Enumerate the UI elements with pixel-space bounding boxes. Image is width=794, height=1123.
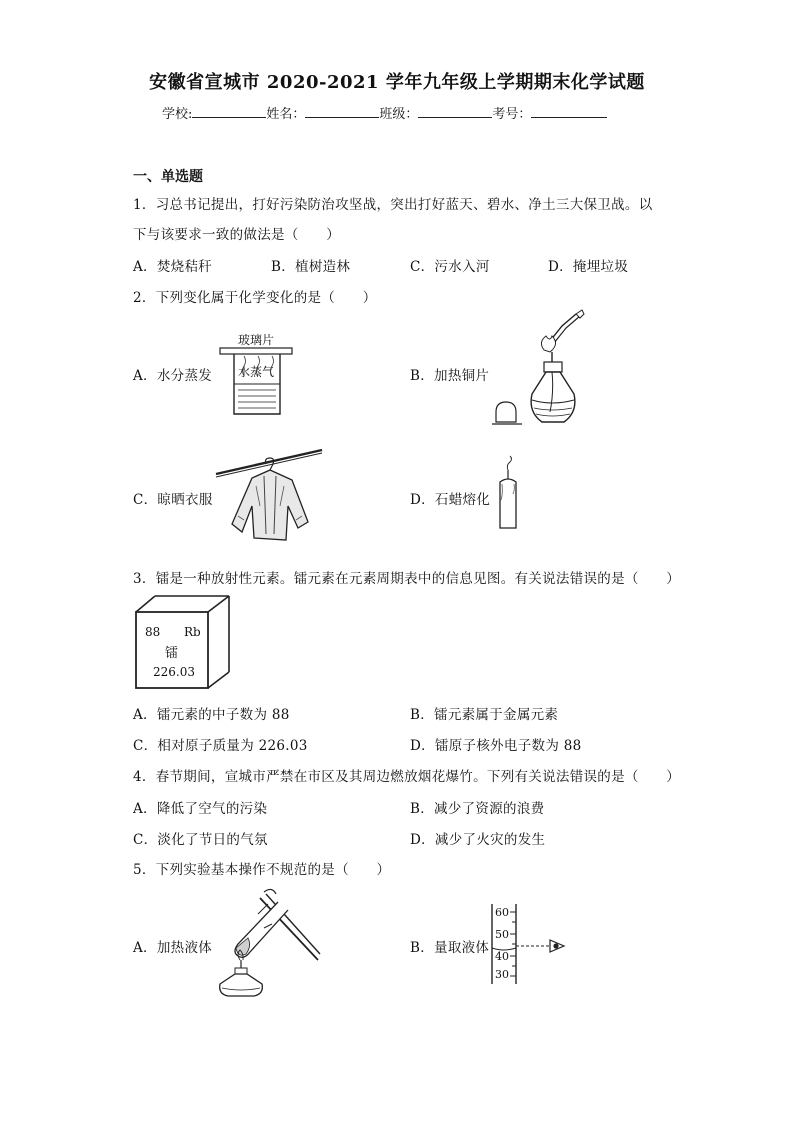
glass-plate-label: 玻璃片	[238, 333, 275, 347]
section-title: 一、单选题	[133, 169, 203, 185]
graduated-cylinder-figure	[488, 900, 574, 988]
q2-option-b[interactable]: B．加热铜片	[410, 368, 490, 384]
q3-option-b[interactable]: B．镭元素属于金属元素	[410, 707, 559, 723]
q3-option-a[interactable]: A．镭元素的中子数为 88	[133, 707, 290, 723]
q2-option-a[interactable]: A．水分蒸发	[133, 368, 213, 384]
q3-option-c[interactable]: C．相对原子质量为 226.03	[133, 738, 308, 754]
atomic-mass: 226.03	[153, 665, 195, 679]
q4-option-a[interactable]: A．降低了空气的污染	[133, 801, 268, 817]
exam-title: 安徽省宣城市 2020-2021 学年九年级上学期期末化学试题	[149, 72, 645, 93]
q1-option-b[interactable]: B．植树造林	[271, 259, 351, 275]
tick-50: 50	[495, 928, 509, 941]
q1-option-d[interactable]: D．掩埋垃圾	[548, 259, 629, 275]
q5-option-b[interactable]: B．量取液体	[410, 940, 490, 956]
periodic-table-cell	[133, 594, 235, 692]
q1-option-c[interactable]: C．污水入河	[410, 259, 490, 275]
class-label: 班级：	[379, 107, 419, 122]
q3-option-d[interactable]: D．镭原子核外电子数为 88	[410, 738, 582, 754]
drying-clothes-icon	[214, 446, 324, 542]
q5-option-a[interactable]: A．加热液体	[133, 940, 213, 956]
name-blank[interactable]	[305, 103, 379, 118]
vapor-label: 水蒸气	[238, 365, 275, 379]
tick-60: 60	[495, 906, 509, 919]
evaporation-figure	[214, 330, 298, 420]
q1-option-a[interactable]: A．焚烧秸秆	[133, 259, 213, 275]
q1-text-line2: 下与该要求一致的做法是（ ）	[133, 227, 340, 243]
q4-option-b[interactable]: B．减少了资源的浪费	[410, 801, 545, 817]
q2-text: 2．下列变化属于化学变化的是（ ）	[133, 290, 377, 306]
element-name: 镭	[165, 646, 179, 661]
q4-option-d[interactable]: D．减少了火灾的发生	[410, 832, 546, 848]
tick-40: 40	[495, 950, 509, 963]
q2-option-c[interactable]: C．晾晒衣服	[133, 492, 213, 508]
exam-no-blank[interactable]	[531, 103, 607, 118]
q2-option-d[interactable]: D．石蜡熔化	[410, 492, 491, 508]
q4-option-c[interactable]: C．淡化了节日的气氛	[133, 832, 268, 848]
student-info-line	[162, 103, 607, 122]
q5-text: 5．下列实验基本操作不规范的是（ ）	[133, 862, 391, 878]
atomic-number: 88	[145, 625, 161, 639]
school-blank[interactable]	[192, 103, 266, 118]
school-label: 学校:	[162, 107, 193, 122]
q1-text-line1: 1．习总书记提出，打好污染防治攻坚战，突出打好蓝天、碧水、净土三大保卫战。以	[133, 197, 653, 213]
class-blank[interactable]	[418, 103, 492, 118]
tick-30: 30	[495, 968, 509, 981]
name-label: 姓名：	[266, 107, 306, 122]
q3-text: 3．镭是一种放射性元素。镭元素在元素周期表中的信息见图。有关说法错误的是（ ）	[133, 571, 681, 587]
alcohol-lamp-copper-icon	[492, 304, 592, 430]
exam-no-label: 考号：	[492, 107, 532, 122]
q4-text: 4．春节期间，宣城市严禁在市区及其周边燃放烟花爆竹。下列有关说法错误的是（ ）	[133, 769, 681, 785]
candle-icon	[494, 458, 524, 530]
heating-test-tube-icon	[208, 888, 324, 998]
beaker-icon	[214, 330, 298, 420]
element-symbol: Rb	[184, 625, 201, 639]
